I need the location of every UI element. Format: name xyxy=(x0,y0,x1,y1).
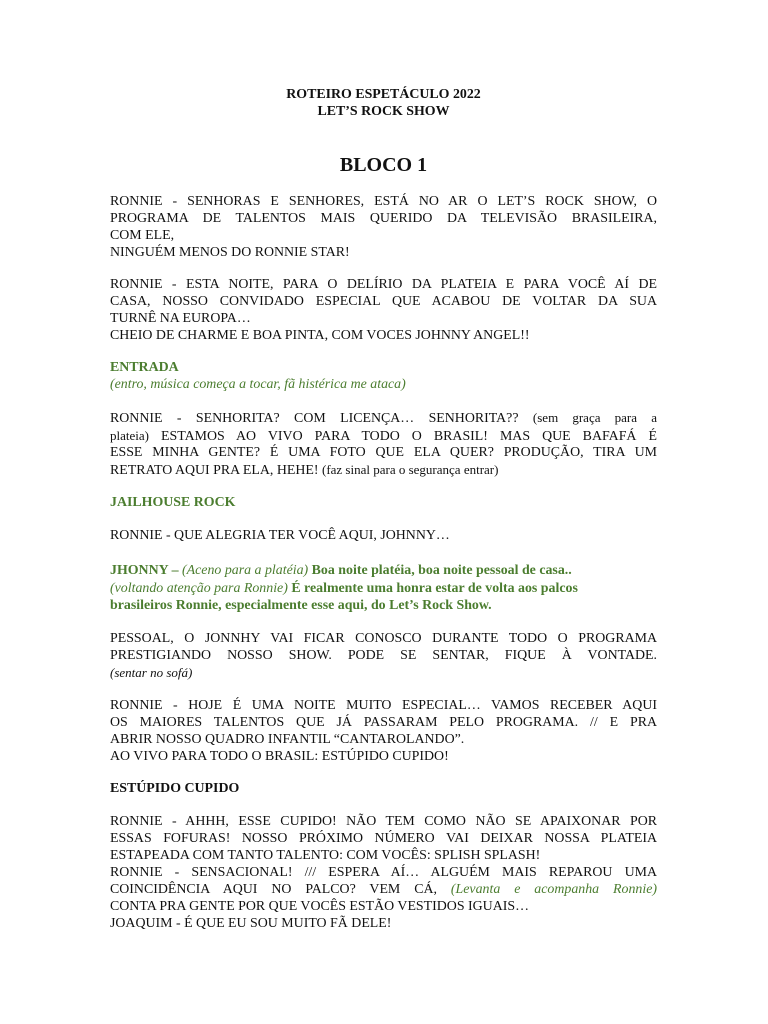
paragraph-line xyxy=(110,409,657,428)
stage-direction: (Levanta e acompanha Ronnie) xyxy=(450,882,657,897)
paragraph-line: JOAQUIM - É QUE EU SOU MUITO FÃ DELE! xyxy=(110,916,392,931)
paragraph-line: PRESTIGIANDO NOSSO SHOW. PODE SE SENTAR, FIQUE À VONTADE. xyxy=(110,648,657,663)
stage-direction: (sentar no sofá) xyxy=(110,665,193,680)
paragraph-line: NINGUÉM MENOS DO RONNIE STAR! xyxy=(110,245,350,260)
paragraph-line: ESSE MINHA GENTE? É UMA FOTO QUE ELA QUER? PRODUÇÃO, TIRA UM xyxy=(110,445,657,460)
paragraph-line: COM ELE, xyxy=(110,228,175,243)
document-subtitle: LET’S ROCK SHOW xyxy=(317,104,450,119)
stage-direction: (voltando atenção para Ronnie) xyxy=(110,581,288,596)
paragraph-line: RONNIE - AHHH, ESSE CUPIDO! NÃO TEM COMO NÃO SE APAIXONAR POR xyxy=(110,814,657,829)
stage-direction: (faz sinal para o segurança entrar) xyxy=(321,462,499,477)
dialogue-text: É realmente uma honra estar de volta aos palcos xyxy=(287,581,578,596)
paragraph-line: RONNIE - SENHORAS E SENHORES, ESTÁ NO AR O LET’S ROCK SHOW, O xyxy=(110,194,657,209)
dialogue-text: RONNIE - SENHORITA? COM LICENÇA… SENHORITA?? xyxy=(110,411,519,426)
dialogue-text: Boa noite platéia, boa noite pessoal de casa.. xyxy=(308,563,572,578)
paragraph-line: ESSAS FOFURAS! NOSSO PRÓXIMO NÚMERO VAI DEIXAR NOSSA PLATEIA xyxy=(110,831,657,846)
paragraph-line: PROGRAMA DE TALENTOS MAIS QUERIDO DA TELEVISÃO BRASILEIRA, xyxy=(110,211,657,226)
cue-heading: ENTRADA xyxy=(110,360,179,375)
paragraph-line: CONTA PRA GENTE POR QUE VOCÊS ESTÃO VESTIDOS IGUAIS… xyxy=(110,899,529,914)
paragraph-line xyxy=(110,580,657,598)
dialogue-text: ESTAMOS AO VIVO PARA TODO O BRASIL! MAS QUE BAFAFÁ É xyxy=(161,429,657,444)
paragraph-line: TURNÊ NA EUROPA… xyxy=(110,311,251,326)
paragraph-line: AO VIVO PARA TODO O BRASIL: ESTÚPIDO CUPIDO! xyxy=(110,749,449,764)
paragraph-line: PESSOAL, O JONNHY VAI FICAR CONOSCO DURANTE TODO O PROGRAMA xyxy=(110,631,657,646)
paragraph-line: RONNIE - HOJE É UMA NOITE MUITO ESPECIAL… VAMOS RECEBER AQUI xyxy=(110,698,657,713)
dialogue-text: COINCIDÊNCIA AQUI NO PALCO? VEM CÁ, xyxy=(110,882,437,897)
paragraph-line: CASA, NOSSO CONVIDADO ESPECIAL QUE ACABOU DE VOLTAR DA SUA xyxy=(110,294,657,309)
paragraph-line: RONNIE - ESTA NOITE, PARA O DELÍRIO DA PLATEIA E PARA VOCÊ AÍ DE xyxy=(110,277,657,292)
paragraph-line: RONNIE - QUE ALEGRIA TER VOCÊ AQUI, JOHNNY… xyxy=(110,528,450,543)
paragraph-line xyxy=(110,881,657,899)
paragraph-line: ESTAPEADA COM TANTO TALENTO: COM VOCÊS: SPLISH SPLASH! xyxy=(110,848,541,863)
paragraph-line: CHEIO DE CHARME E BOA PINTA, COM VOCES JOHNNY ANGEL!! xyxy=(110,328,530,343)
paragraph-line: ABRIR NOSSO QUADRO INFANTIL “CANTAROLANDO”. xyxy=(110,732,465,747)
paragraph-line: RONNIE - SENSACIONAL! /// ESPERA AÍ… ALGUÉM MAIS REPAROU UMA xyxy=(110,865,657,880)
stage-direction: (entro, música começa a tocar, fã histérica me ataca) xyxy=(110,377,406,392)
paragraph-line xyxy=(110,562,657,580)
paragraph-line: brasileiros Ronnie, especialmente esse aqui, do Let’s Rock Show. xyxy=(110,598,492,613)
stage-direction: (sem graça para a xyxy=(532,410,657,425)
stage-direction: (Aceno para a platéia) xyxy=(182,563,309,578)
cue-heading: ESTÚPIDO CUPIDO xyxy=(110,781,240,796)
dialogue-text: RETRATO AQUI PRA ELA, HEHE! xyxy=(110,463,319,478)
stage-direction: plateia) xyxy=(110,428,149,443)
document-title: ROTEIRO ESPETÁCULO 2022 xyxy=(286,87,481,102)
paragraph-line xyxy=(110,427,657,446)
paragraph-line: OS MAIORES TALENTOS QUE JÁ PASSARAM PELO PROGRAMA. // E PRA xyxy=(110,715,657,730)
paragraph-line xyxy=(110,461,657,480)
cue-heading: JAILHOUSE ROCK xyxy=(110,495,236,510)
section-heading: BLOCO 1 xyxy=(339,154,428,176)
character-name: JHONNY – xyxy=(110,563,183,578)
